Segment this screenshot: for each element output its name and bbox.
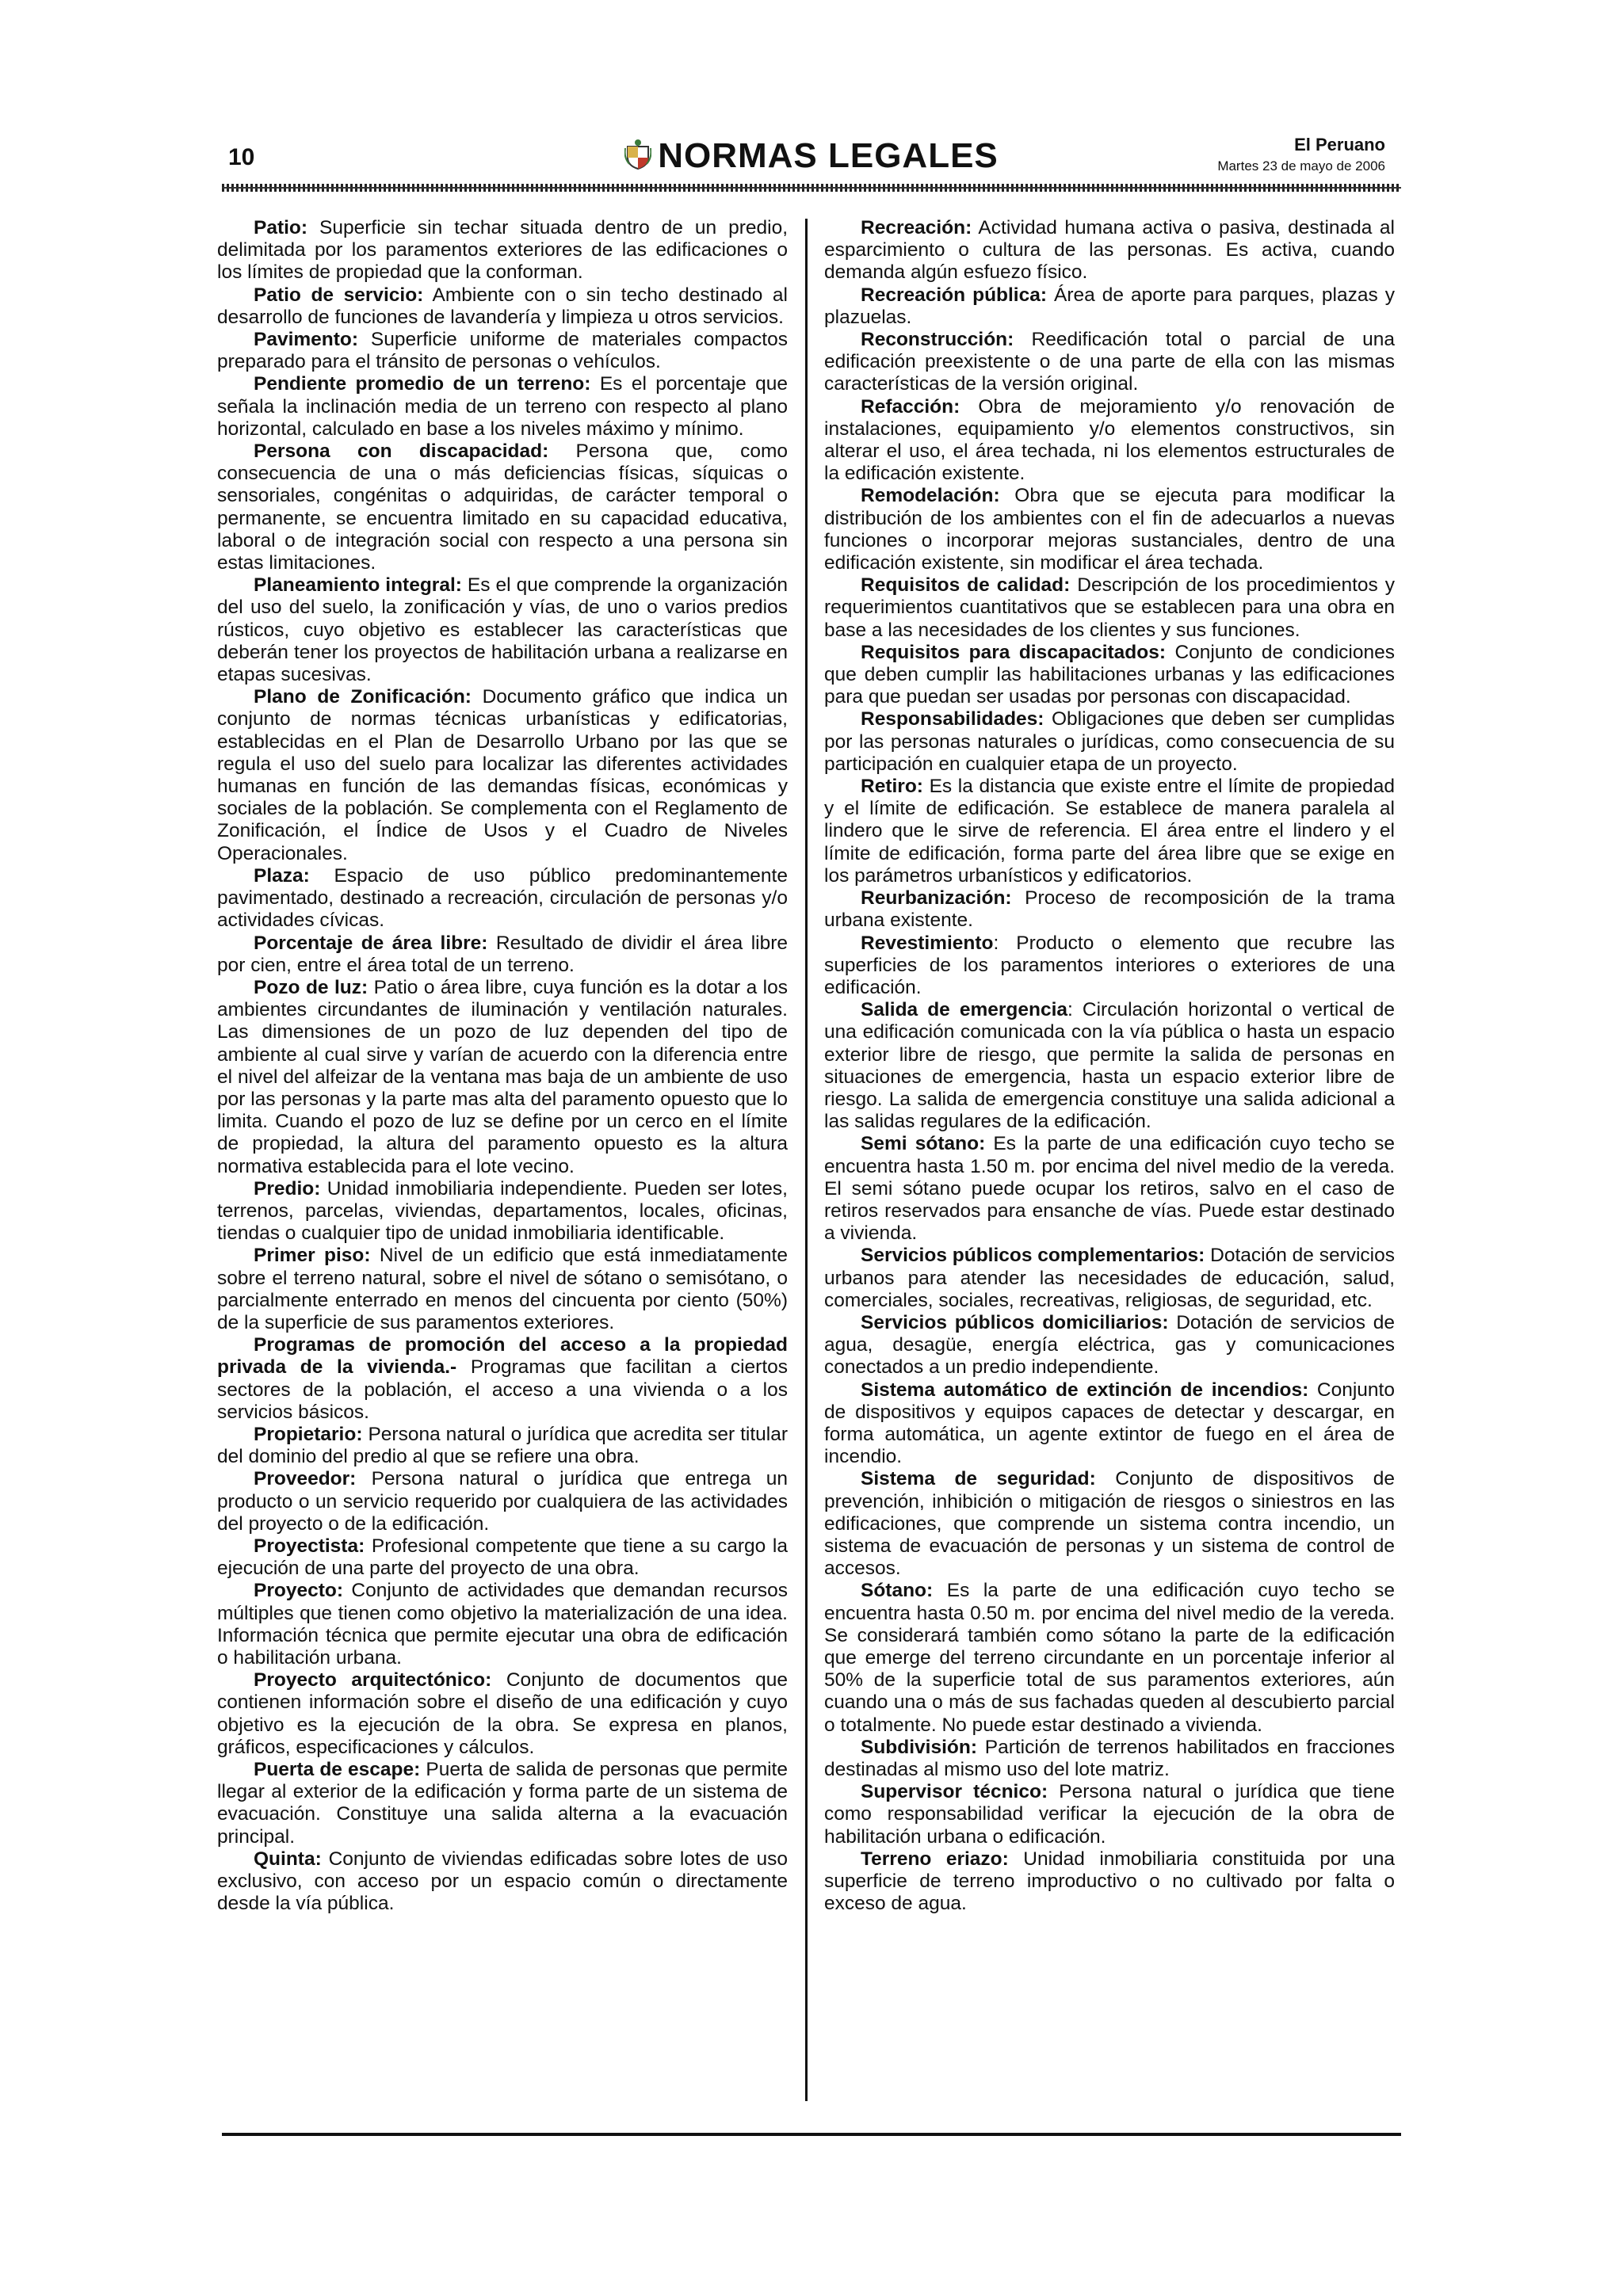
definition-term: Pozo de luz: [254,976,369,998]
definition-text: Conjunto de actividades que demandan recursos múltiples que tienen como objetivo la materialización de una idea. Información técnica que permite ejecutar una obra de edificación o habilitación urbana. [217,1580,788,1669]
definition-entry [824,396,1395,486]
definition-term: Refacción: [861,395,960,418]
definition-text: : Producto o elemento que recubre las superficies de los paramentos interiores o exteriores de una edificación. [824,932,1395,998]
header-rule-line [222,187,1401,189]
definition-text: Conjunto de condiciones que deben cumplir las habilitaciones urbanas y las edificaciones para que puedan ser usadas por personas con discapacidad. [824,641,1395,708]
definition-entry [824,776,1395,887]
definition-term: Servicios públicos domiciliarios: [861,1311,1169,1333]
definition-entry [824,708,1395,776]
definition-term: Reconstrucción: [861,329,1014,351]
definition-term: Predio: [254,1177,321,1199]
definition-text: Dotación de servicios de agua, desagüe, energía eléctrica, gas y comunicaciones conectados a un predio independiente. [824,1311,1395,1379]
definition-text: Persona natural o jurídica que acredita ser titular del dominio del predio al que se refiere una obra. [217,1423,788,1468]
definition-term: Retiro: [861,776,923,798]
definition-term: Proveedor: [254,1468,357,1490]
definition-text: Obligaciones que deben ser cumplidas por las personas naturales o jurídicas, como consecuencia de su participación en cualquier etapa de un proyecto. [824,708,1395,775]
definition-entry [217,1848,788,1916]
definition-entry [824,1737,1395,1781]
footer-rule [222,2133,1401,2136]
definition-entry [217,284,788,329]
definition-text: Superficie sin techar situada dentro de un predio, delimitada por los paramentos exteriores de las edificaciones o los límites de propiedad que la conforman. [217,217,788,284]
definition-text: Es la distancia que existe entre el límite de propiedad y el límite de edificación. Se establece de manera paralela al lindero que le sirve de referencia. El área entre el lindero y el límite de edificación, forma parte del área libre que se exige en los parámetros urbanísticos y edificatorios. [824,776,1395,887]
definition-text: Espacio de uso público predominantemente pavimentado, destinado a recreación, circulación de personas y/o actividades cívicas. [217,864,788,932]
definition-entry [217,1334,788,1424]
definition-term: Servicios públicos complementarios: [861,1245,1205,1267]
definition-text: Ambiente con o sin techo destinado al desarrollo de funciones de lavandería y limpieza u otros servicios. [217,284,788,328]
definition-text: Reedificación total o parcial de una edificación preexistente o de una parte de ella con las mismas características de la versión original. [824,329,1395,395]
definition-entry [824,1312,1395,1379]
definition-text: Proceso de recomposición de la trama urbana existente. [824,887,1395,932]
definition-term: Salida de emergencia [861,999,1068,1021]
definition-entry [824,1781,1395,1848]
definition-term: Recreación: [861,217,972,238]
definition-text: Actividad humana activa o pasiva, destinada al esparcimiento o cultura de las personas. Es activa, cuando demanda algún esfuezo físico. [824,217,1395,284]
definition-entry [824,642,1395,709]
definition-entry [824,887,1395,932]
coat-of-arms-icon [624,139,651,170]
definition-entry [217,1580,788,1669]
definition-text: Superficie uniforme de materiales compactos preparado para el tránsito de personas o vehículos. [217,329,788,373]
definition-term: Plaza: [254,864,310,887]
definition-entry [217,1759,788,1848]
definition-text: Descripción de los procedimientos y requerimientos cuantitativos que se establecen para una obra en base a las necesidades de los clientes y sus funciones. [824,574,1395,641]
definition-entry [824,933,1395,1000]
definition-entry [217,1535,788,1580]
definition-entry [824,999,1395,1133]
definition-term: Revestimiento [861,932,994,954]
definition-text: Persona que, como consecuencia de una o más deficiencias físicas, síquicas o sensoriales, congénitas o adquiridas, de carácter temporal o permanente, se encuentra limitado en su capacidad educativa, laboral o de integración social con respecto a una persona sin estas limitaciones. [217,441,788,574]
definition-term: Remodelación: [861,485,1000,507]
definition-text: Obra que se ejecuta para modificar la distribución de los ambientes con el fin de adecuarlos a nuevas funciones o incorporar mejoras sustanciales, dentro de una edificación existente, sin modificar el área techada. [824,485,1395,574]
definition-text: Es el porcentaje que señala la inclinación media de un terreno con respecto al plano horizontal, calculado en base a los niveles máximo y mínimo. [217,373,788,440]
definition-term: Proyectista: [254,1535,365,1557]
definition-term: Sistema automático de extinción de incendios: [861,1379,1309,1401]
definition-term: Programas de promoción del acceso a la propiedad privada de la vivienda.- [217,1334,788,1379]
definition-text: Dotación de servicios urbanos para atender las necesidades de educación, salud, comerciales, sociales, recreativas, religiosas, de seguridad, etc. [824,1245,1395,1311]
page-number: 10 [228,144,255,170]
definition-entry [824,284,1395,329]
definition-entry [824,574,1395,642]
definition-entry [824,1848,1395,1916]
definition-text: Obra de mejoramiento y/o renovación de instalaciones, equipamiento y/o elementos constructivos, sin alterar el uso, el área techada, ni los elementos estructurales de la edificación existente. [824,395,1395,485]
definition-term: Plano de Zonificación: [254,686,472,708]
definition-entry [824,485,1395,574]
column-divider [805,219,808,2101]
left-column [217,217,788,1915]
definition-text: Programas que facilitan a ciertos sectores de la población, el acceso a una vivienda o a los servicios básicos. [217,1356,789,1423]
definition-entry [824,1379,1395,1469]
definition-term: Responsabilidades: [861,708,1044,730]
definition-entry [217,217,788,284]
definition-text: Documento gráfico que indica un conjunto de normas técnicas urbanísticas y edificatorias, establecidas en el Plan de Desarrollo Urbano por las que se regula el uso del suelo para localizar las diferentes actividades humanas en función de las demandas físicas, económicas y sociales de la población. Se complementa con el Reglamento de Zonificación, el Índice de Usos y el Cuadro de Niveles Operacionales. [217,686,788,864]
definition-term: Persona con discapacidad: [254,441,549,463]
definition-entry [824,1468,1395,1580]
definition-text: Conjunto de viviendas edificadas sobre lotes de uso exclusivo, con acceso por un espacio común o directamente desde la vía pública. [217,1848,788,1915]
definition-text: Es el que comprende la organización del uso del suelo, la zonificación y vías, de uno o varios predios rústicos, cuyo objetivo es establecer las características que deberán tener los proyectos de habilitación urbana a realizarse en etapas sucesivas. [217,574,788,686]
definition-term: Proyecto arquitectónico: [254,1669,492,1691]
definition-term: Proyecto: [254,1580,344,1602]
definition-text: Persona natural o jurídica que tiene como responsabilidad verificar la ejecución de la obra de habilitación urbana o edificación. [824,1781,1395,1848]
definition-entry [217,574,788,686]
definition-term: Pendiente promedio de un terreno: [254,373,591,395]
definition-text: Nivel de un edificio que está inmediatamente sobre el terreno natural, sobre el nivel de sótano o semisótano, o parcialmente enterrado en menos del cincuenta por ciento (50%) de la superficie de sus paramentos exteriores. [217,1245,788,1333]
definition-text: Profesional competente que tiene a su cargo la ejecución de una parte del proyecto de una obra. [217,1535,788,1580]
definition-text: : Circulación horizontal o vertical de una edificación comunicada con la vía pública o hasta un espacio exterior libre de riesgo, que permite la salida de personas en situaciones de emergencia, hasta un espacio exterior libre de riesgo. La salida de emergencia constituye una salida adicional a las salidas regulares de la edificación. [824,999,1395,1133]
definition-term: Patio de servicio: [254,284,424,306]
definition-entry [217,977,788,1178]
definition-text: Unidad inmobiliaria constituida por una superficie de terreno improductivo o no cultivado por falta o exceso de agua. [824,1848,1395,1915]
newspaper-name: El Peruano [1294,135,1385,154]
right-column [824,217,1395,1915]
definition-entry [217,329,788,373]
definition-entry [824,217,1395,284]
definition-text: Patio o área libre, cuya función es la dotar a los ambientes circundantes de iluminación y ventilación naturales. Las dimensiones de un pozo de luz dependen del tipo de ambiente al cual sirve y varían de acuerdo con la diferencia entre el nivel del alfeizar de la ventana mas baja de un ambiente de uso por las personas y la parte mas alta del paramento opuesto que lo limita. Cuando el pozo de luz se define por un cerco en el límite de propiedad, la altura del paramento opuesto es la altura normativa establecida para el lote vecino. [217,976,788,1177]
definition-text: Conjunto de documentos que contienen información sobre el diseño de una edificación y cuyo objetivo es la ejecución de la obra. Se expresa en planos, gráficos, especificaciones y cálculos. [217,1669,788,1758]
definition-term: Requisitos para discapacitados: [861,641,1167,663]
definition-text: Es la parte de una edificación cuyo techo se encuentra hasta 0.50 m. por encima del nivel medio de la vereda. Se considerará también como sótano la parte de la edificación que emerge del terreno circundante en un porcentaje inferior al 50% de la superficie total de sus paramentos exteriores, aún cuando una o más de sus fachadas queden al descubierto parcial o totalmente. No puede estar destinado a vivienda. [824,1580,1395,1736]
definition-text: Partición de terrenos habilitados en fracciones destinadas al mismo uso del lote matriz. [824,1736,1395,1781]
definition-text: Área de aporte para parques, plazas y plazuelas. [824,284,1395,328]
definition-text: Conjunto de dispositivos de prevención, inhibición o mitigación de riesgos o siniestros en las edificaciones, que comprende un sistema contra incendio, un sistema de evacuación de personas y un sistema de control de accesos. [824,1468,1395,1580]
definition-entry [824,1245,1395,1312]
definition-text: Conjunto de dispositivos y equipos capaces de detectar y descargar, en forma automática, un agente extintor de fuego en el área de incendio. [824,1379,1395,1468]
definition-term: Propietario: [254,1423,363,1445]
definition-entry [217,686,788,865]
definition-entry [824,1133,1395,1245]
definition-entry [217,1424,788,1468]
definition-term: Semi sótano: [861,1133,986,1155]
definition-text: Resultado de dividir el área libre por cien, entre el área total de un terreno. [217,932,788,976]
definition-term: Quinta: [254,1848,322,1870]
definition-entry [217,933,788,977]
definition-entry [217,441,788,574]
definition-text: Persona natural o jurídica que entrega un producto o un servicio requerido por cualquiera de las actividades del proyecto o de la edificación. [217,1468,788,1535]
definition-text: Puerta de salida de personas que permite llegar al exterior de la edificación y forma parte de un sistema de evacuación. Constituye una salida alterna a la evacuación principal. [217,1759,788,1848]
definition-text: Unidad inmobiliaria independiente. Pueden ser lotes, terrenos, parcelas, viviendas, departamentos, locales, oficinas, tiendas o cualquier tipo de unidad inmobiliaria identificable. [217,1177,788,1245]
definition-term: Puerta de escape: [254,1759,421,1781]
definition-term: Primer piso: [254,1245,371,1267]
section-title-text: NORMAS LEGALES [658,136,999,175]
definition-term: Reurbanización: [861,887,1012,910]
definition-term: Planeamiento integral: [254,574,462,597]
definition-entry [217,1669,788,1759]
definition-term: Porcentaje de área libre: [254,932,488,954]
definition-term: Sistema de seguridad: [861,1468,1096,1490]
definition-term: Pavimento: [254,329,359,351]
definition-term: Recreación pública: [861,284,1048,306]
definition-entry [217,1468,788,1535]
definition-entry [217,1178,788,1245]
definition-term: Subdivisión: [861,1736,977,1758]
definition-entry [217,373,788,441]
publication-date: Martes 23 de mayo de 2006 [1217,158,1385,174]
definition-term: Sótano: [861,1580,934,1602]
definition-term: Terreno eriazo: [861,1848,1009,1870]
definition-entry [824,1580,1395,1736]
definition-term: Supervisor técnico: [861,1781,1048,1803]
definition-text: Es la parte de una edificación cuyo techo se encuentra hasta 1.50 m. por encima del nivel medio de la vereda. El semi sótano puede ocupar los retiros, salvo en el caso de retiros reservados para ensanche de vías. Puede estar destinado a vivienda. [824,1133,1395,1245]
definition-entry [217,1245,788,1334]
definition-term: Patio: [254,217,308,238]
definition-entry [824,329,1395,396]
definition-entry [217,865,788,933]
definition-term: Requisitos de calidad: [861,574,1071,597]
